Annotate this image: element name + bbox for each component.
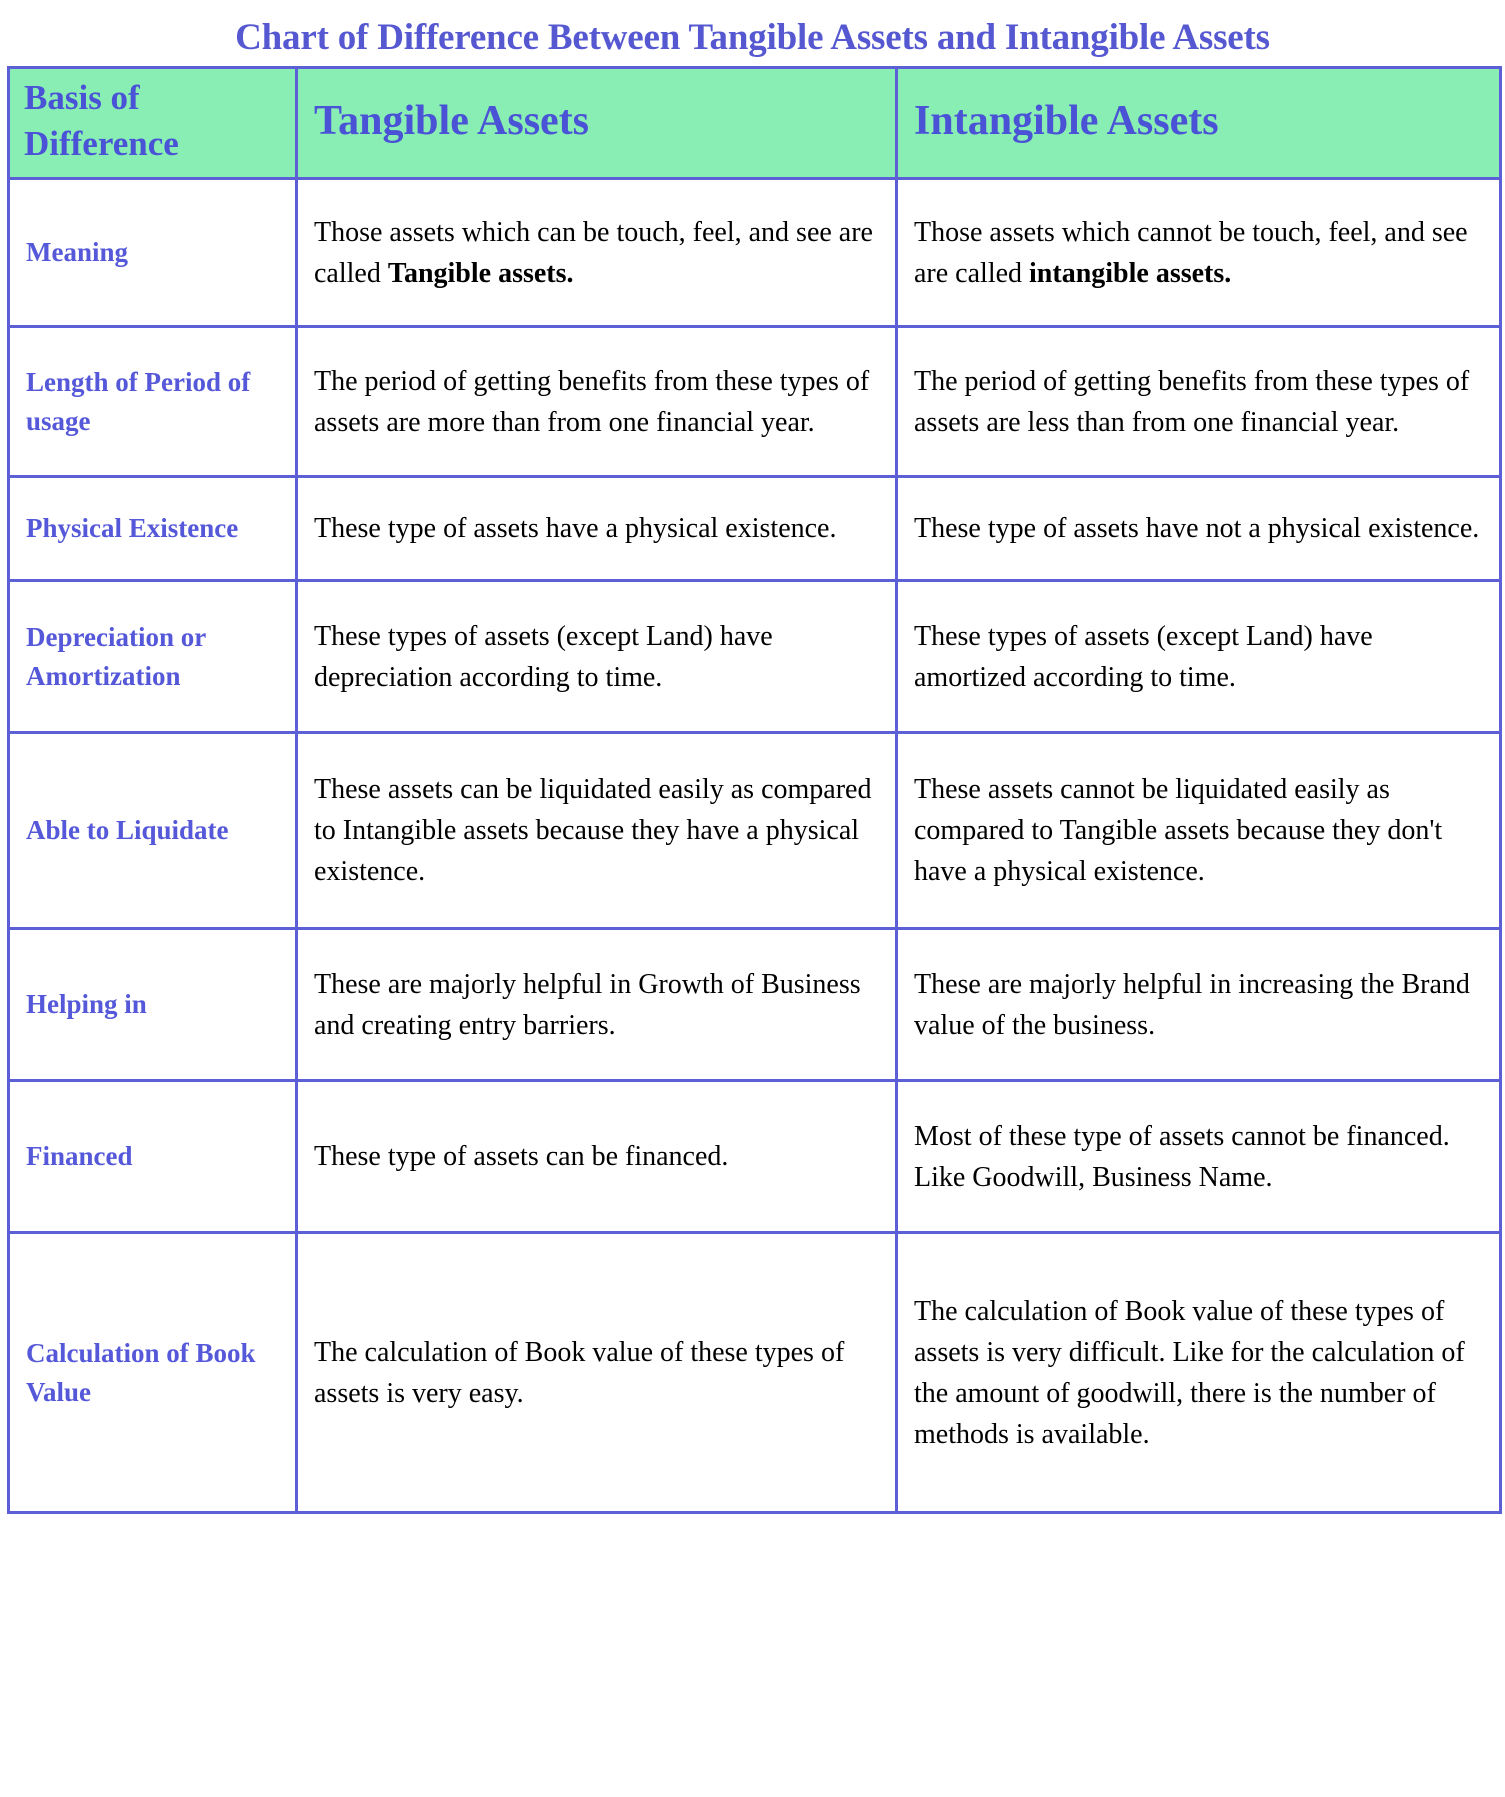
row-label-able-to-liquidate: Able to Liquidate [9,733,297,929]
table-row [9,581,1501,733]
cell-text: These assets can be liquidated easily as compared to Intangible assets because they have a physical existence. [314,774,872,887]
page-title: Chart of Difference Between Tangible Assets and Intangible Assets [235,17,1270,58]
column-header-intangible: Intangible Assets [897,68,1501,179]
cell-intangible-meaning [897,179,1501,327]
cell-text: These type of assets can be financed. [314,1141,729,1172]
row-label-calculation-of-book-value: Calculation of Book Value [9,1233,297,1513]
table-row [9,179,1501,327]
cell-text: These type of assets have not a physical existence. [914,513,1480,544]
cell-intangible-financed [897,1081,1501,1233]
row-label-financed: Financed [9,1081,297,1233]
table-row [9,327,1501,477]
cell-text-bold: Tangible assets. [387,257,574,289]
cell-tangible-meaning [297,179,897,327]
table-row [9,1233,1501,1513]
cell-intangible-book-value [897,1233,1501,1513]
cell-intangible-helping-in [897,929,1501,1081]
row-label-helping-in: Helping in [9,929,297,1081]
cell-text: These are majorly helpful in Growth of Business and creating entry barriers. [314,968,861,1041]
cell-text: These types of assets (except Land) have depreciation according to time. [314,620,773,693]
cell-text: These type of assets have a physical existence. [314,513,837,544]
row-label-length-of-period-of-usage: Length of Period of usage [9,327,297,477]
cell-text: Those assets which can be touch, feel, and see are called [314,216,873,289]
column-header-basis: Basis of Difference [9,68,297,179]
cell-intangible-depreciation [897,581,1501,733]
cell-tangible-financed [297,1081,897,1233]
cell-intangible-length [897,327,1501,477]
cell-text: These assets cannot be liquidated easily as compared to Tangible assets because they don't have a physical existence. [914,774,1443,887]
cell-text: These types of assets (except Land) have amortized according to time. [914,620,1373,693]
cell-text: The calculation of Book value of these types of assets is very difficult. Like for the calculation of the amount of goodwill, there is the number of methods is available. [914,1295,1465,1450]
cell-intangible-liquidate [897,733,1501,929]
cell-tangible-liquidate [297,733,897,929]
table-row [9,929,1501,1081]
cell-tangible-physical-existence [297,477,897,581]
table-body [9,179,1501,1513]
table-row [9,1081,1501,1233]
cell-tangible-book-value [297,1233,897,1513]
table-header-row [9,68,1501,179]
cell-intangible-physical-existence [897,477,1501,581]
table-header [9,68,1501,179]
cell-tangible-helping-in [297,929,897,1081]
cell-text: The period of getting benefits from these types of assets are more than from one financial year. [314,365,870,438]
comparison-table [7,66,1502,1514]
cell-text-bold: intangible assets. [1029,257,1232,289]
column-header-tangible: Tangible Assets [297,68,897,179]
table-row [9,477,1501,581]
row-label-depreciation-or-amortization: Depreciation or Amortization [9,581,297,733]
row-label-meaning: Meaning [9,179,297,327]
cell-text: These are majorly helpful in increasing the Brand value of the business. [914,968,1470,1041]
cell-text: The calculation of Book value of these types of assets is very easy. [314,1336,845,1409]
cell-tangible-length [297,327,897,477]
row-label-physical-existence: Physical Existence [9,477,297,581]
cell-text: The period of getting benefits from these types of assets are less than from one financial year. [914,365,1470,438]
cell-tangible-depreciation [297,581,897,733]
table-row [9,733,1501,929]
cell-text: Most of these type of assets cannot be financed. Like Goodwill, Business Name. [914,1120,1450,1193]
cell-text: Those assets which cannot be touch, feel, and see are called [914,216,1468,289]
